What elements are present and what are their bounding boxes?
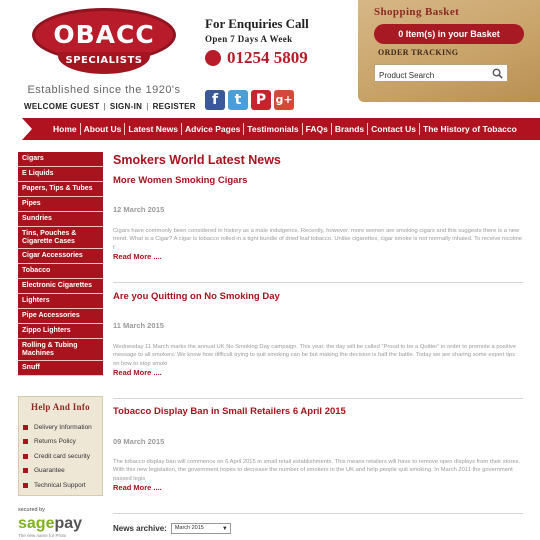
article-body: Wednesday 11 March marks the annual UK No Smoking Day campaign. This year, the day will be called "Proud to be a Quitter" in order to promote a positive message to all smokers. We know how difficult trying to quit smoking can be but making the decision is half the battle. Today we are sharing some expert tips on how to stop smoki (113, 344, 517, 367)
bullet-icon (23, 483, 28, 488)
separator: | (146, 102, 149, 111)
nav-about-us[interactable]: About Us (83, 124, 122, 134)
sagepay-logo-b: pay (54, 515, 83, 532)
sagepay-secured-text: secured by (18, 507, 45, 513)
bullet-icon (23, 439, 28, 444)
sagepay-logo-a: sage (18, 515, 55, 532)
category-tobacco[interactable]: Tobacco (18, 264, 103, 279)
category-sidebar (18, 152, 103, 376)
order-tracking-link[interactable]: ORDER TRACKING (378, 48, 459, 57)
help-item-label: Technical Support (34, 481, 86, 489)
read-more-link[interactable]: Read More .... (113, 368, 162, 378)
category-electronic-cigarettes[interactable]: Electronic Cigarettes (18, 279, 103, 294)
nav-history-of-tobacco[interactable]: The History of Tobacco (423, 124, 517, 134)
category-zippo-lighters[interactable]: Zippo Lighters (18, 324, 103, 339)
main-nav (50, 118, 520, 140)
page-title: Smokers World Latest News (113, 153, 281, 167)
article-body: Cigars have commonly been considered in history as a male indulgence. Recently, however, more women are smoking cigars and this suggests there is a new trend. What is a Cigar? A cigar is tobacco rolled in a tight bundle of dried leaf tobacco. Unlike cigarettes, cigar smoke is not normally inhaled. To receive nicotine f (113, 228, 523, 251)
site-header (0, 0, 540, 118)
article-date: 09 March 2015 (113, 437, 165, 446)
help-item-label: Delivery Information (34, 423, 92, 431)
category-tins-pouches[interactable]: Tins, Pouches & Cigarette Cases (18, 227, 103, 249)
help-title: Help And Info (31, 402, 90, 412)
article-divider (113, 282, 523, 283)
archive-selected-value: March 2015 (174, 525, 204, 531)
help-credit-card-security[interactable] (23, 449, 102, 464)
bullet-icon (23, 468, 28, 473)
article-title[interactable]: Are you Quitting on No Smoking Day (113, 291, 280, 302)
chevron-down-icon: ▼ (221, 526, 228, 532)
register-link[interactable]: REGISTER (152, 102, 196, 111)
news-article (113, 406, 523, 492)
sagepay-badge (18, 507, 103, 538)
help-item-label: Returns Policy (34, 438, 76, 446)
archive-label: News archive: (113, 524, 167, 533)
article-date: 11 March 2015 (113, 321, 164, 330)
help-item-label: Credit card security (34, 452, 90, 460)
logo-sub: SPECIALISTS (65, 55, 143, 66)
phone-icon (205, 50, 221, 66)
google-plus-icon[interactable]: g+ (274, 90, 294, 110)
category-pipe-accessories[interactable]: Pipe Accessories (18, 309, 103, 324)
search-icon[interactable] (492, 68, 503, 79)
read-more-link[interactable]: Read More .... (113, 252, 162, 262)
sagepay-logo (18, 515, 103, 533)
help-info-box (18, 396, 103, 496)
nav-testimonials[interactable]: Testimonials (247, 124, 299, 134)
basket-button[interactable]: 0 Item(s) in your Basket (374, 24, 524, 44)
article-body: The tobacco display ban will commence on 6 April 2015 in small retail establishments. This means retailers will have to remove open displays from their stores. With this new legislation, the government hopes to decrease the number of smokers in the UK and help people quit smoking. In March 2011 the government passed legis (113, 459, 521, 482)
category-e-liquids[interactable]: E Liquids (18, 167, 103, 182)
category-papers-tips-tubes[interactable]: Papers, Tips & Tubes (18, 182, 103, 197)
help-technical-support[interactable] (23, 478, 102, 493)
category-sundries[interactable]: Sundries (18, 212, 103, 227)
bullet-icon (23, 425, 28, 430)
search-input[interactable] (375, 68, 487, 84)
nav-brands[interactable]: Brands (334, 124, 365, 134)
nav-faqs[interactable]: FAQs (305, 124, 328, 134)
enquiries-title: For Enquiries Call (205, 16, 309, 31)
pinterest-icon[interactable]: P (251, 90, 271, 110)
nav-notch (22, 118, 32, 140)
article-title[interactable]: More Women Smoking Cigars (113, 175, 248, 186)
phone-row (205, 48, 355, 68)
category-pipes[interactable]: Pipes (18, 197, 103, 212)
help-delivery-information[interactable] (23, 420, 102, 435)
category-cigar-accessories[interactable]: Cigar Accessories (18, 249, 103, 264)
product-search (374, 64, 508, 82)
basket-title: Shopping Basket (374, 6, 460, 18)
article-divider (113, 513, 523, 514)
article-title[interactable]: Tobacco Display Ban in Small Retailers 6 April 2015 (113, 406, 346, 417)
archive-select[interactable] (171, 523, 231, 534)
signin-link[interactable]: SIGN-IN (109, 102, 143, 111)
news-archive (113, 523, 231, 534)
read-more-link[interactable]: Read More .... (113, 483, 162, 493)
logo-name: OBACC (53, 20, 155, 49)
nav-advice-pages[interactable]: Advice Pages (185, 124, 241, 134)
help-returns-policy[interactable] (23, 435, 102, 450)
nav-latest-news[interactable]: Latest News (128, 124, 179, 134)
welcome-text: WELCOME GUEST (24, 102, 100, 111)
category-lighters[interactable]: Lighters (18, 294, 103, 309)
phone-number[interactable]: 01254 5809 (227, 48, 308, 67)
twitter-icon[interactable]: t (228, 90, 248, 110)
news-article (113, 175, 523, 261)
enquiries-hours: Open 7 Days A Week (205, 34, 293, 44)
help-guarantee[interactable] (23, 464, 102, 479)
logo-tagline: Established since the 1920's (27, 84, 181, 96)
enquiries-block (205, 16, 355, 68)
bullet-icon (23, 454, 28, 459)
account-links (24, 102, 196, 111)
site-logo[interactable] (24, 8, 184, 96)
category-cigars[interactable]: Cigars (18, 152, 103, 167)
facebook-icon[interactable]: f (205, 90, 225, 110)
category-snuff[interactable]: Snuff (18, 361, 103, 376)
social-links (205, 90, 294, 110)
help-list (19, 420, 102, 493)
article-date: 12 March 2015 (113, 205, 165, 214)
article-divider (113, 398, 523, 399)
nav-contact-us[interactable]: Contact Us (371, 124, 416, 134)
sagepay-tagline: The new name for Protx (18, 533, 67, 538)
shopping-basket-panel (358, 0, 540, 102)
news-article (113, 291, 523, 377)
nav-home[interactable]: Home (53, 124, 77, 134)
category-rolling-tubing-machines[interactable]: Rolling & Tubing Machines (18, 339, 103, 361)
separator: | (103, 102, 106, 111)
help-item-label: Guarantee (34, 467, 65, 475)
